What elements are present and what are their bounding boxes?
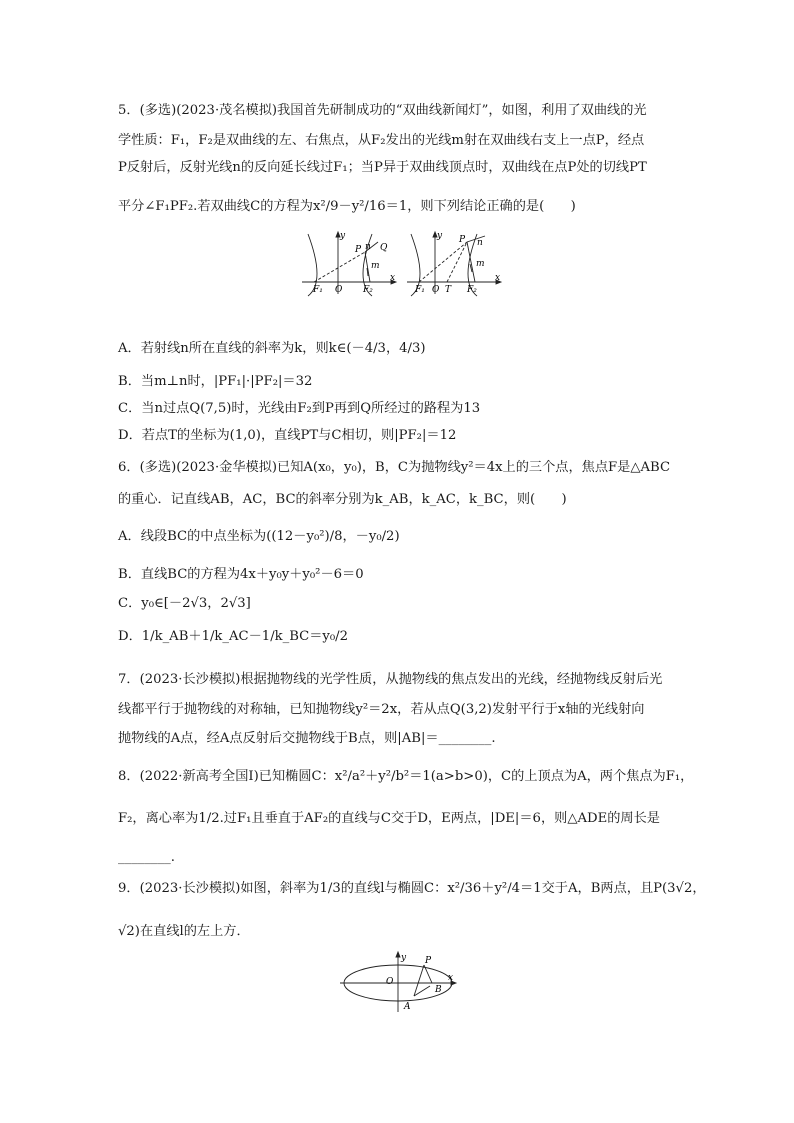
label-F2: F₂ [467,285,477,295]
q5-line-3: P反射后，反射光线n的反向延长线过F₁；当P异于双曲线顶点时，双曲线在点P处的切线PT [118,160,647,175]
label-P: P [425,956,432,966]
segment-PA [414,965,424,996]
label-O: O [432,285,440,295]
label-n: n [477,238,483,248]
label-y: y [401,953,407,963]
label-x: x [448,973,454,983]
q7-line-2: 线都平行于抛物线的对称轴，已知抛物线y²＝2x，若从点Q(3,2)发射平行于x轴的光线射向 [118,702,645,717]
label-x: x [390,273,396,283]
q5-line-2: 学性质：F₁，F₂是双曲线的左、右焦点，从F₂发出的光线m射在双曲线右支上一点P，经点 [118,133,645,148]
q5-option-a: A．若射线n所在直线的斜率为k，则k∈(－4/3，4/3) [118,341,426,356]
label-y: y [437,231,443,241]
label-x: x [495,273,501,283]
label-B: B [435,985,442,995]
q8-line-3: ________. [118,850,175,865]
label-P: P [355,245,362,255]
ray-extension [314,252,365,282]
q6-option-b: B．直线BC的方程为4x＋y₀y＋y₀²－6＝0 [118,567,364,582]
label-A: A [404,1002,411,1012]
q6-option-c: C．y₀∈[－2√3，2√3] [118,596,251,611]
q5-line-1: 5．(多选)(2023·茂名模拟)我国首先研制成功的“双曲线新闻灯”，如图，利用了双曲线的光 [118,103,647,118]
q5-option-d: D．若点T的坐标为(1,0)，直线PT与C相切，则|PF₂|＝12 [118,428,457,443]
q5-figure-left [300,228,400,298]
q9-line-2: √2)在直线l的左上方． [118,924,250,939]
q5-figure-right [405,228,505,298]
q6-line-1: 6．(多选)(2023·金华模拟)已知A(x₀，y₀)，B，C为抛物线y²＝4x上的三个点，焦点F是△ABC [118,460,671,475]
label-F1: F₁ [415,285,425,295]
q7-line-3: 抛物线的A点，经A点反射后交抛物线于B点，则|AB|＝________. [118,731,496,746]
q9-figure-ellipse [340,950,460,1016]
ray-m [365,252,370,282]
label-m: m [371,261,380,271]
label-F2: F₂ [363,285,373,295]
label-y: y [340,231,346,241]
label-O: O [386,977,394,987]
q7-line-1: 7．(2023·长沙模拟)根据抛物线的光学性质，从抛物线的焦点发出的光线，经抛物线反射后光 [118,672,663,687]
label-T: T [445,285,452,295]
label-F1: F₁ [313,285,323,295]
q8-line-1: 8．(2022·新高考全国Ⅰ)已知椭圆C：x²/a²＋y²/b²＝1(a>b>0)，C的上顶点为A，两个焦点为F₁， [118,769,694,784]
label-Q: Q [380,243,388,253]
label-n: n [365,242,371,252]
q6-option-d: D．1/k_AB＋1/k_AC－1/k_BC＝y₀/2 [118,629,349,644]
label-P: P [459,235,466,245]
q9-line-1: 9．(2023·长沙模拟)如图，斜率为1/3的直线l与椭圆C：x²/36＋y²/4＝1交于A，B两点，且P(3√2， [118,881,706,896]
q6-line-2: 的重心．记直线AB，AC，BC的斜率分别为k_AB，k_AC，k_BC，则( ) [118,492,567,507]
label-O: O [335,285,343,295]
q6-option-a: A．线段BC的中点坐标为((12－y₀²)/8，－y₀/2) [118,529,400,544]
q5-line-4: 平分∠F₁PF₂.若双曲线C的方程为x²/9－y²/16＝1，则下列结论正确的是( ) [118,199,576,214]
q5-option-b: B．当m⊥n时，|PF₁|·|PF₂|＝32 [118,374,313,389]
q8-line-2: F₂，离心率为1/2.过F₁且垂直于AF₂的直线与C交于D，E两点，|DE|＝6，则△ADE的周长是 [118,811,660,826]
q5-option-c: C．当n过点Q(7,5)时，光线由F₂到P再到Q所经过的路程为13 [118,401,481,416]
label-m: m [476,259,485,269]
